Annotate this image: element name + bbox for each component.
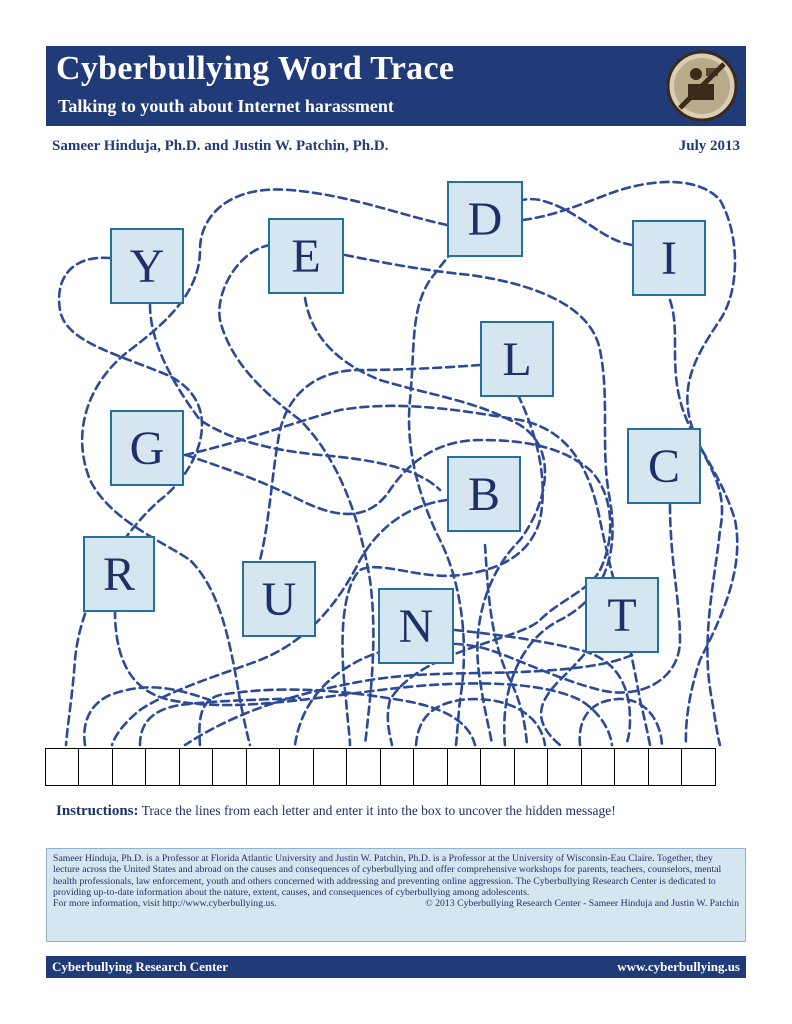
answer-box[interactable] (547, 748, 582, 786)
instructions-text: Trace the lines from each letter and enter it into the box to uncover the hidden message! (141, 803, 616, 818)
letter-tile: R (83, 536, 155, 612)
trace-line (219, 245, 373, 745)
answer-box[interactable] (145, 748, 180, 786)
letter-tile: U (242, 561, 316, 637)
instructions (56, 803, 616, 820)
footer-bar (46, 956, 746, 978)
page-subtitle: Talking to youth about Internet harassment (58, 96, 394, 116)
answer-box[interactable] (78, 748, 113, 786)
answer-box[interactable] (45, 748, 80, 786)
answer-box[interactable] (480, 748, 515, 786)
answer-box[interactable] (648, 748, 683, 786)
publication-date: July 2013 (678, 138, 740, 154)
authors: Sameer Hinduja, Ph.D. and Justin W. Patchin, Ph.D. (52, 138, 389, 154)
letter-tile: T (585, 577, 659, 653)
page-title: Cyberbullying Word Trace (56, 50, 455, 87)
answer-box[interactable] (514, 748, 549, 786)
answer-box[interactable] (279, 748, 314, 786)
answer-box[interactable] (179, 748, 214, 786)
answer-box[interactable] (614, 748, 649, 786)
bio-text: Sameer Hinduja, Ph.D. is a Professor at Florida Atlantic University and Justin W. Patchin, Ph.D. is a Professor at the University of Wisconsin-Eau Claire. Together, they lecture across the United States and abroad on the causes and consequences of cyberbullying and offer comprehensive workshops for parents, teachers, counselors, mental health professionals, law enforcement, youth and others concerned with addressing and preventing online aggression. The Cyberbullying Research Center is dedicated to providing up-to-date information about the nature, extent, causes, and consequences of cyberbullying among adolescents. (53, 853, 722, 898)
copyright-text: © 2013 Cyberbullying Research Center - Sameer Hinduja and Justin W. Patchin (425, 898, 739, 910)
letter-tile: D (447, 181, 523, 257)
footer-organization: Cyberbullying Research Center (52, 959, 228, 974)
letter-tile: C (627, 428, 701, 504)
answer-box[interactable] (112, 748, 147, 786)
answer-box[interactable] (380, 748, 415, 786)
answer-boxes (46, 748, 716, 786)
trace-line (670, 300, 737, 745)
letter-tile: I (632, 220, 706, 296)
trace-line (140, 698, 300, 745)
trace-line (115, 610, 612, 745)
footer-website: www.cyberbullying.us (617, 959, 740, 974)
trace-line (84, 687, 210, 745)
trace-line (59, 258, 202, 745)
answer-box[interactable] (212, 748, 247, 786)
instructions-label: Instructions: (56, 803, 139, 819)
answer-box[interactable] (413, 748, 448, 786)
answer-box[interactable] (681, 748, 716, 786)
author-bio (46, 848, 746, 942)
answer-box[interactable] (346, 748, 381, 786)
letter-tile: L (480, 321, 554, 397)
answer-box[interactable] (313, 748, 348, 786)
letter-tile: B (447, 456, 521, 532)
more-info-text: For more information, visit http://www.cyberbullying.us. (53, 898, 277, 910)
answer-box[interactable] (447, 748, 482, 786)
answer-box[interactable] (246, 748, 281, 786)
answer-box[interactable] (581, 748, 616, 786)
letter-tile: Y (110, 228, 184, 304)
letter-tile: E (268, 218, 344, 294)
letter-tile: G (110, 410, 184, 486)
letter-tile: N (378, 588, 454, 664)
